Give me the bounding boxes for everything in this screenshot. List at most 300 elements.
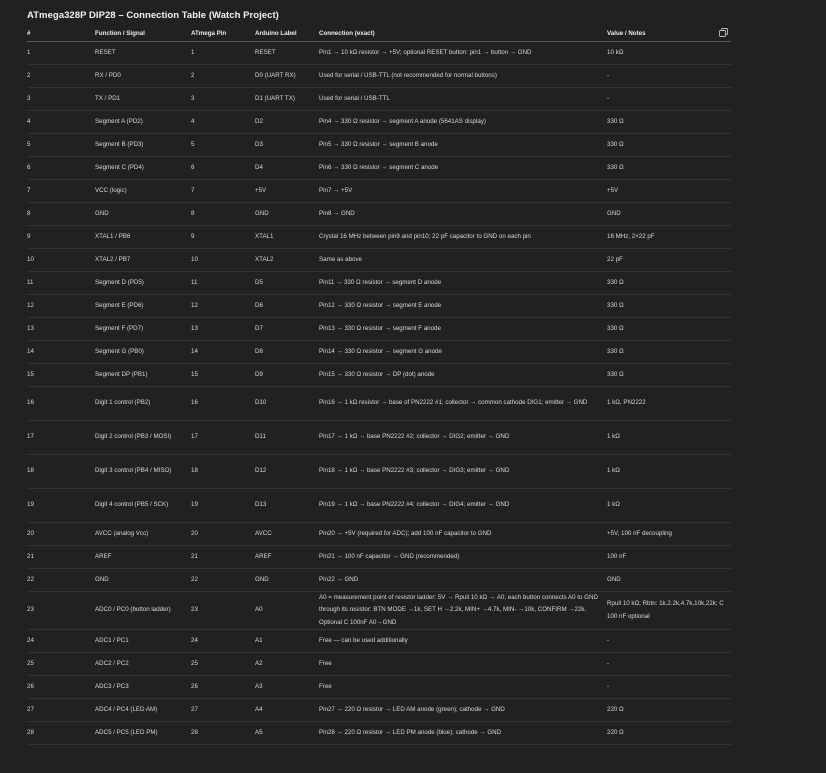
copy-icon[interactable] (719, 28, 728, 37)
cell-atmega-pin (191, 364, 255, 387)
cell-value-notes-text: 330 Ω (607, 370, 624, 378)
cell-atmega-pin (191, 523, 255, 546)
cell-number-text: 25 (27, 660, 34, 668)
cell-value-notes (607, 295, 731, 318)
cell-value-notes (607, 134, 731, 157)
cell-arduino-label (255, 421, 319, 455)
cell-value-notes (607, 421, 731, 455)
cell-value-notes-text: 330 Ω (607, 140, 624, 148)
cell-connection (319, 523, 607, 546)
header-value-notes-label: Value / Notes (607, 29, 646, 37)
cell-number (27, 364, 95, 387)
cell-function-signal (95, 157, 191, 180)
table-row (27, 42, 731, 65)
cell-atmega-pin (191, 489, 255, 523)
cell-function-signal (95, 421, 191, 455)
cell-value-notes (607, 699, 731, 722)
cell-value-notes (607, 88, 731, 111)
cell-atmega-pin-text: 11 (191, 278, 198, 286)
cell-connection (319, 272, 607, 295)
cell-arduino-label-text: XTAL2 (255, 255, 274, 263)
cell-atmega-pin-text: 17 (191, 433, 198, 441)
cell-arduino-label-text: XTAL1 (255, 232, 274, 240)
cell-value-notes-text: 16 MHz, 2×22 pF (607, 232, 655, 240)
table-header-row (27, 25, 731, 42)
cell-arduino-label (255, 699, 319, 722)
cell-number-text: 16 (27, 399, 34, 407)
cell-connection (319, 722, 607, 745)
table-row (27, 111, 731, 134)
cell-number (27, 630, 95, 653)
header-connection: Connection (exact) (319, 25, 607, 42)
cell-value-notes-text: +5V (607, 186, 619, 194)
cell-connection-text: Pin7 → +5V (319, 186, 353, 194)
cell-number-text: 4 (27, 117, 31, 125)
cell-function-signal (95, 699, 191, 722)
cell-number (27, 42, 95, 65)
cell-value-notes (607, 111, 731, 134)
cell-atmega-pin-text: 14 (191, 347, 198, 355)
table-row (27, 157, 731, 180)
cell-value-notes-text: +5V, 100 nF decoupling (607, 529, 672, 537)
cell-number (27, 455, 95, 489)
cell-function-signal-text: ADC5 / PC5 (LED PM) (95, 729, 158, 737)
cell-connection-text: Same as above (319, 255, 362, 263)
cell-arduino-label-text: +5V (255, 186, 267, 194)
cell-connection-text: Used for serial / USB-TTL (not recommended for normal buttons) (319, 71, 497, 79)
cell-atmega-pin-text: 3 (191, 94, 195, 102)
cell-function-signal-text: ADC4 / PC4 (LED AM) (95, 706, 158, 714)
cell-number-text: 1 (27, 48, 31, 56)
table-row (27, 134, 731, 157)
cell-atmega-pin-text: 2 (191, 71, 195, 79)
cell-atmega-pin (191, 65, 255, 88)
cell-atmega-pin (191, 569, 255, 592)
cell-number (27, 546, 95, 569)
cell-arduino-label (255, 249, 319, 272)
cell-number (27, 387, 95, 421)
cell-arduino-label (255, 42, 319, 65)
cell-value-notes-text: 1 kΩ (607, 501, 620, 509)
cell-function-signal (95, 455, 191, 489)
cell-atmega-pin-text: 20 (191, 529, 198, 537)
cell-number-text: 19 (27, 501, 34, 509)
cell-value-notes-text: - (607, 683, 610, 691)
cell-number (27, 295, 95, 318)
cell-number (27, 676, 95, 699)
cell-arduino-label-text: A0 (255, 606, 263, 614)
cell-function-signal (95, 295, 191, 318)
table-row (27, 653, 731, 676)
cell-number-text: 8 (27, 209, 31, 217)
cell-function-signal (95, 134, 191, 157)
cell-arduino-label-text: D6 (255, 301, 263, 309)
cell-function-signal-text: GND (95, 209, 109, 217)
header-number: # (27, 25, 95, 42)
cell-value-notes-text: 330 Ω (607, 117, 624, 125)
cell-atmega-pin (191, 546, 255, 569)
cell-arduino-label (255, 489, 319, 523)
cell-function-signal (95, 722, 191, 745)
cell-function-signal (95, 111, 191, 134)
cell-connection-text: Pin14 → 330 Ω resistor → segment G anode (319, 347, 442, 355)
cell-arduino-label (255, 523, 319, 546)
cell-function-signal-text: ADC0 / PC0 (button ladder) (95, 606, 171, 614)
cell-arduino-label (255, 111, 319, 134)
cell-number-text: 22 (27, 575, 34, 583)
cell-connection-text: Crystal 16 MHz between pin9 and pin10; 22 pF capacitor to GND on each pin (319, 232, 531, 240)
cell-number (27, 272, 95, 295)
page-title: ATmega328P DIP28 – Connection Table (Watch Project) (27, 10, 279, 21)
cell-atmega-pin-text: 18 (191, 467, 198, 475)
table-row (27, 364, 731, 387)
cell-atmega-pin (191, 722, 255, 745)
cell-function-signal (95, 489, 191, 523)
cell-atmega-pin (191, 630, 255, 653)
cell-connection (319, 295, 607, 318)
cell-atmega-pin (191, 111, 255, 134)
table-row (27, 676, 731, 699)
cell-connection-text: Pin1 → 10 kΩ resistor → +5V; optional RESET button: pin1 → button → GND (319, 48, 532, 56)
cell-number (27, 341, 95, 364)
cell-value-notes (607, 42, 731, 65)
table-row (27, 318, 731, 341)
cell-number (27, 111, 95, 134)
cell-connection-text: Used for serial / USB-TTL (319, 94, 390, 102)
table-row (27, 387, 731, 421)
cell-connection (319, 134, 607, 157)
connection-table-wrapper (27, 25, 731, 745)
cell-function-signal-text: Digit 4 control (PB5 / SCK) (95, 501, 169, 509)
cell-number (27, 203, 95, 226)
cell-function-signal-text: Segment G (PB0) (95, 347, 144, 355)
cell-function-signal (95, 569, 191, 592)
cell-arduino-label (255, 272, 319, 295)
cell-arduino-label (255, 630, 319, 653)
cell-arduino-label (255, 134, 319, 157)
cell-arduino-label-text: A5 (255, 729, 263, 737)
cell-number-text: 24 (27, 637, 34, 645)
connection-table (27, 25, 731, 745)
cell-arduino-label (255, 157, 319, 180)
cell-number (27, 65, 95, 88)
cell-function-signal-text: Digit 3 control (PB4 / MISO) (95, 467, 172, 475)
cell-number-text: 10 (27, 255, 34, 263)
cell-connection (319, 88, 607, 111)
cell-number-text: 11 (27, 278, 34, 286)
cell-value-notes (607, 203, 731, 226)
cell-function-signal-text: Digit 2 control (PB3 / MOSI) (95, 433, 172, 441)
cell-number (27, 722, 95, 745)
cell-atmega-pin-text: 16 (191, 399, 198, 407)
cell-function-signal-text: Segment A (PD2) (95, 117, 143, 125)
cell-number (27, 249, 95, 272)
cell-number-text: 5 (27, 140, 31, 148)
cell-value-notes-text: 330 Ω (607, 301, 624, 309)
cell-function-signal-text: ADC3 / PC3 (95, 683, 129, 691)
cell-connection (319, 42, 607, 65)
cell-value-notes-text: 1 kΩ (607, 433, 620, 441)
cell-function-signal-text: Digit 1 control (PB2) (95, 399, 151, 407)
cell-atmega-pin (191, 134, 255, 157)
cell-value-notes (607, 489, 731, 523)
cell-arduino-label (255, 569, 319, 592)
cell-arduino-label (255, 318, 319, 341)
cell-arduino-label-text: D12 (255, 467, 267, 475)
cell-function-signal-text: Segment E (PD6) (95, 301, 144, 309)
cell-connection-text: Pin5 → 330 Ω resistor → segment B anode (319, 140, 438, 148)
table-row (27, 489, 731, 523)
cell-atmega-pin-text: 12 (191, 301, 198, 309)
cell-connection-text: Pin15 → 330 Ω resistor → DP (dot) anode (319, 370, 435, 378)
cell-function-signal (95, 249, 191, 272)
cell-atmega-pin-text: 8 (191, 209, 195, 217)
table-row (27, 699, 731, 722)
cell-value-notes-text: 220 Ω (607, 706, 624, 714)
header-arduino-label: Arduino Label (255, 25, 319, 42)
cell-number-text: 17 (27, 433, 34, 441)
cell-value-notes (607, 455, 731, 489)
cell-connection (319, 157, 607, 180)
cell-arduino-label (255, 722, 319, 745)
cell-value-notes (607, 653, 731, 676)
cell-value-notes-text: 10 kΩ (607, 48, 624, 56)
cell-atmega-pin (191, 226, 255, 249)
cell-function-signal (95, 272, 191, 295)
cell-value-notes (607, 546, 731, 569)
cell-atmega-pin-text: 27 (191, 706, 198, 714)
cell-atmega-pin (191, 592, 255, 630)
cell-function-signal-text: AVCC (analog Vcc) (95, 529, 149, 537)
cell-atmega-pin-text: 24 (191, 637, 198, 645)
cell-function-signal (95, 318, 191, 341)
cell-connection-text: Free (319, 660, 332, 668)
table-row (27, 272, 731, 295)
cell-value-notes-text: 330 Ω (607, 163, 624, 171)
header-function-signal: Function / Signal (95, 25, 191, 42)
cell-function-signal (95, 203, 191, 226)
cell-atmega-pin-text: 4 (191, 117, 195, 125)
table-body (27, 42, 731, 745)
cell-arduino-label (255, 203, 319, 226)
cell-function-signal (95, 523, 191, 546)
cell-value-notes-text: - (607, 637, 610, 645)
cell-atmega-pin (191, 249, 255, 272)
cell-atmega-pin (191, 387, 255, 421)
cell-function-signal-text: AREF (95, 552, 112, 560)
cell-arduino-label-text: D5 (255, 278, 263, 286)
cell-number-text: 3 (27, 94, 31, 102)
cell-number-text: 26 (27, 683, 34, 691)
cell-atmega-pin-text: 10 (191, 255, 198, 263)
cell-connection (319, 630, 607, 653)
cell-connection-text: Free (319, 683, 332, 691)
cell-number-text: 7 (27, 186, 31, 194)
cell-connection (319, 318, 607, 341)
cell-connection (319, 387, 607, 421)
cell-value-notes-text: - (607, 71, 610, 79)
cell-function-signal-text: Segment B (PD3) (95, 140, 144, 148)
cell-arduino-label-text: D11 (255, 433, 266, 441)
cell-number (27, 421, 95, 455)
cell-arduino-label (255, 546, 319, 569)
cell-function-signal (95, 88, 191, 111)
cell-function-signal-text: Segment D (PD5) (95, 278, 144, 286)
cell-arduino-label-text: GND (255, 575, 269, 583)
cell-number-text: 12 (27, 301, 34, 309)
cell-connection (319, 569, 607, 592)
cell-function-signal-text: Segment F (PD7) (95, 324, 144, 332)
cell-arduino-label-text: D4 (255, 163, 263, 171)
cell-arduino-label-text: A4 (255, 706, 263, 714)
cell-number (27, 88, 95, 111)
cell-atmega-pin (191, 653, 255, 676)
cell-number (27, 523, 95, 546)
cell-number-text: 20 (27, 529, 34, 537)
cell-number (27, 592, 95, 630)
cell-connection-text: Pin20 → +5V (required for ADC); add 100 nF capacitor to GND (319, 529, 492, 537)
cell-value-notes-text: 100 nF (607, 552, 627, 560)
cell-number (27, 699, 95, 722)
cell-arduino-label (255, 180, 319, 203)
cell-number-text: 14 (27, 347, 34, 355)
cell-number-text: 23 (27, 606, 34, 614)
cell-atmega-pin (191, 318, 255, 341)
cell-connection-text: Pin12 → 330 Ω resistor → segment E anode (319, 301, 442, 309)
cell-function-signal (95, 341, 191, 364)
cell-number-text: 6 (27, 163, 31, 171)
table-row (27, 546, 731, 569)
cell-connection (319, 676, 607, 699)
cell-connection (319, 364, 607, 387)
cell-value-notes (607, 180, 731, 203)
cell-atmega-pin-text: 15 (191, 370, 198, 378)
table-row (27, 249, 731, 272)
cell-function-signal-text: XTAL2 / PB7 (95, 255, 131, 263)
table-row (27, 722, 731, 745)
cell-connection-text: Pin19 → 1 kΩ → base PN2222 #4; collector → DIG4; emitter → GND (319, 501, 510, 509)
cell-function-signal-text: GND (95, 575, 109, 583)
cell-value-notes-text: 22 pF (607, 255, 623, 263)
cell-arduino-label (255, 455, 319, 489)
cell-connection-text: Pin6 → 330 Ω resistor → segment C anode (319, 163, 439, 171)
cell-value-notes (607, 226, 731, 249)
cell-value-notes-text: - (607, 660, 610, 668)
table-row (27, 295, 731, 318)
cell-atmega-pin-text: 1 (191, 48, 195, 56)
table-row (27, 180, 731, 203)
cell-number (27, 489, 95, 523)
header-atmega-pin: ATmega Pin (191, 25, 255, 42)
cell-value-notes-text: GND (607, 575, 621, 583)
cell-connection-text: Pin18 → 1 kΩ → base PN2222 #3; collector → DIG3; emitter → GND (319, 467, 510, 475)
cell-function-signal-text: RESET (95, 48, 116, 56)
cell-atmega-pin-text: 19 (191, 501, 198, 509)
cell-arduino-label (255, 676, 319, 699)
cell-connection (319, 421, 607, 455)
table-row (27, 203, 731, 226)
cell-arduino-label-text: AVCC (255, 529, 272, 537)
cell-connection (319, 455, 607, 489)
cell-connection (319, 203, 607, 226)
cell-function-signal-text: XTAL1 / PB6 (95, 232, 131, 240)
cell-number-text: 18 (27, 467, 34, 475)
cell-arduino-label-text: A1 (255, 637, 263, 645)
cell-connection-text: Pin22 → GND (319, 575, 359, 583)
cell-value-notes (607, 722, 731, 745)
cell-atmega-pin-text: 7 (191, 186, 195, 194)
cell-connection (319, 592, 607, 630)
cell-atmega-pin (191, 341, 255, 364)
table-row (27, 523, 731, 546)
cell-value-notes (607, 569, 731, 592)
cell-value-notes (607, 272, 731, 295)
cell-connection (319, 341, 607, 364)
cell-number-text: 28 (27, 729, 34, 737)
cell-number-text: 13 (27, 324, 34, 332)
cell-function-signal-text: VCC (logic) (95, 186, 127, 194)
cell-atmega-pin-text: 13 (191, 324, 198, 332)
cell-connection-text: Pin13 → 330 Ω resistor → segment F anode (319, 324, 441, 332)
cell-value-notes (607, 341, 731, 364)
table-row (27, 88, 731, 111)
cell-arduino-label-text: AREF (255, 552, 272, 560)
cell-number-text: 21 (27, 552, 34, 560)
cell-atmega-pin-text: 28 (191, 729, 198, 737)
cell-connection (319, 489, 607, 523)
table-row (27, 65, 731, 88)
cell-arduino-label-text: D9 (255, 370, 263, 378)
cell-number (27, 157, 95, 180)
header-value-notes (607, 25, 731, 42)
cell-arduino-label-text: D7 (255, 324, 263, 332)
cell-arduino-label (255, 364, 319, 387)
cell-arduino-label-text: D3 (255, 140, 263, 148)
cell-function-signal (95, 42, 191, 65)
cell-value-notes-text: 1 kΩ, PN2222 (607, 399, 646, 407)
cell-function-signal (95, 653, 191, 676)
cell-atmega-pin-text: 21 (191, 552, 198, 560)
cell-function-signal-text: RX / PD0 (95, 71, 121, 79)
cell-number-text: 27 (27, 706, 34, 714)
cell-connection (319, 180, 607, 203)
cell-atmega-pin-text: 5 (191, 140, 195, 148)
cell-value-notes-text: 330 Ω (607, 324, 624, 332)
cell-atmega-pin (191, 295, 255, 318)
table-row (27, 592, 731, 630)
table-row (27, 455, 731, 489)
cell-arduino-label-text: D2 (255, 117, 263, 125)
cell-function-signal-text: ADC1 / PC1 (95, 637, 129, 645)
cell-number (27, 569, 95, 592)
cell-connection-text: A0 = measurement point of resistor ladder: 5V → Rpull 10 kΩ → A0; each button connects A0 to GND through its resistor: BTN MODE →1k, SET H →2.2k, MIN+ →4.7k, MIN- →10k, CONFIRM →22k. Optional C 100nF A0→GND (319, 594, 598, 626)
cell-arduino-label-text: RESET (255, 48, 276, 56)
cell-connection (319, 699, 607, 722)
table-row (27, 226, 731, 249)
cell-atmega-pin (191, 180, 255, 203)
cell-arduino-label-text: A3 (255, 683, 263, 691)
cell-atmega-pin (191, 203, 255, 226)
cell-connection (319, 249, 607, 272)
cell-value-notes-text: 330 Ω (607, 278, 624, 286)
cell-number-text: 9 (27, 232, 31, 240)
cell-arduino-label (255, 65, 319, 88)
cell-function-signal-text: Segment C (PD4) (95, 163, 144, 171)
cell-arduino-label (255, 341, 319, 364)
cell-connection-text: Pin17 → 1 kΩ → base PN2222 #2; collector → DIG2; emitter → GND (319, 433, 510, 441)
cell-connection-text: Pin21 → 100 nF capacitor → GND (recommended) (319, 552, 460, 560)
cell-function-signal (95, 676, 191, 699)
